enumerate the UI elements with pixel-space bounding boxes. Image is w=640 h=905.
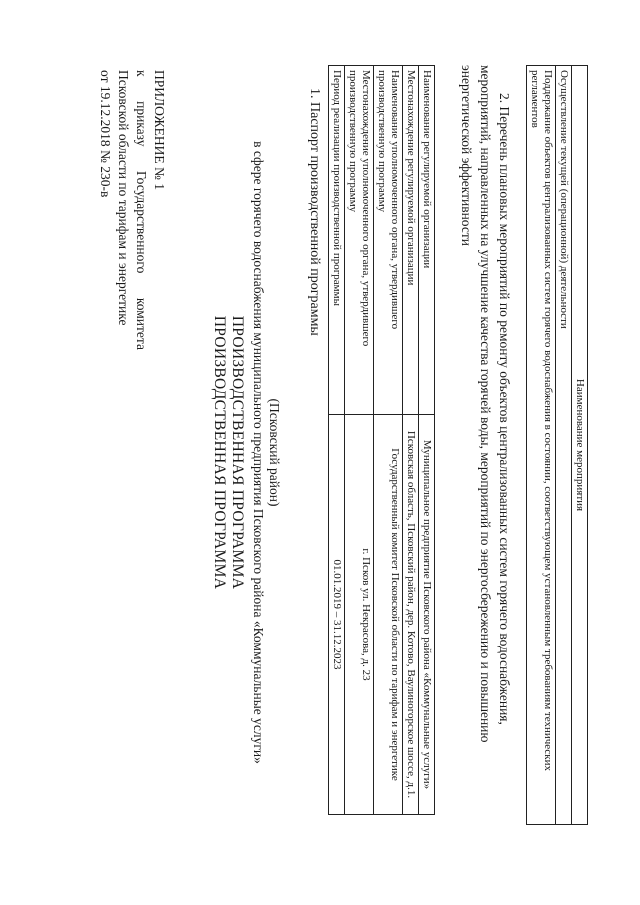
passport-value: Муниципальное предприятие Псковского района «Коммунальные услуги» bbox=[419, 415, 435, 815]
passport-label: Местонахождение регулируемой организации bbox=[403, 66, 419, 415]
table-row bbox=[403, 66, 419, 815]
measure-item: Поддержание объектов централизованных систем горячего водоснабжения в состоянии, соответствующем установленным требованиям технических регламентов bbox=[527, 66, 556, 825]
program-title: ПРОИЗВОДСТВЕННАЯ ПРОГРАММА bbox=[211, 315, 228, 590]
passport-label: Местонахождение уполномоченного органа, утвердившего производственную программу bbox=[345, 66, 374, 415]
approval-word: к bbox=[134, 70, 149, 77]
approval-line-3: от 19.12.2018 № 230-в bbox=[98, 70, 113, 198]
section-2-heading bbox=[457, 65, 514, 825]
table-row bbox=[527, 66, 556, 825]
passport-label: Период реализации производственной программы bbox=[329, 66, 345, 415]
measures-table bbox=[526, 65, 588, 825]
approval-block bbox=[96, 70, 168, 350]
appendix-title: ПРИЛОЖЕНИЕ № 1 bbox=[152, 70, 167, 191]
section-1-title: 1. Паспорт производственной программы bbox=[307, 88, 322, 336]
passport-table bbox=[328, 65, 435, 815]
passport-value: 01.01.2019 – 31.12.2023 bbox=[329, 415, 345, 815]
passport-value: Государственный комитет Псковской области по тарифам и энергетике bbox=[374, 415, 403, 815]
approval-word: приказу bbox=[134, 101, 149, 147]
table-row bbox=[556, 66, 572, 825]
passport-value: Псковская область, Псковский район, дер. Котово, Ваулиногорское шоссе, д.1. bbox=[403, 415, 419, 815]
program-district: (Псковский район) bbox=[267, 398, 282, 507]
passport-label: Наименование регулируемой организации bbox=[419, 66, 435, 415]
table-row bbox=[374, 66, 403, 815]
passport-value: г. Псков ул. Некрасова, д. 23 bbox=[345, 415, 374, 815]
approval-word: Государственного bbox=[134, 170, 149, 274]
table-header-row bbox=[572, 66, 588, 825]
measure-item: Осуществление текущей (операционной) деятельности bbox=[556, 66, 572, 825]
program-subtitle: в сфере горячего водоснабжения муниципального предприятия Псковского района «Коммунальные услуги» bbox=[251, 141, 266, 764]
section-2-line: 2. Перечень плановых мероприятий по ремонту объектов централизованных систем горячего водоснабжения, bbox=[497, 93, 512, 725]
table-row bbox=[329, 66, 345, 815]
table-row bbox=[345, 66, 374, 815]
program-title-repeat: ПРОИЗВОДСТВЕННАЯ ПРОГРАММА bbox=[229, 315, 246, 590]
table-row bbox=[419, 66, 435, 815]
approval-line-2: Псковской области по тарифам и энергетике bbox=[116, 70, 131, 326]
approval-line-1 bbox=[132, 70, 150, 350]
section-2-line: энергетической эффективности bbox=[459, 65, 474, 246]
measures-header: Наименование мероприятия bbox=[572, 66, 588, 825]
section-2-line: мероприятий, направленных на улучшение качества горячей воды, мероприятий по энергосбережению и повышению bbox=[478, 65, 493, 743]
passport-label: Наименование уполномоченного органа, утвердившего производственную программу bbox=[374, 66, 403, 415]
approval-word: комитета bbox=[134, 297, 149, 350]
